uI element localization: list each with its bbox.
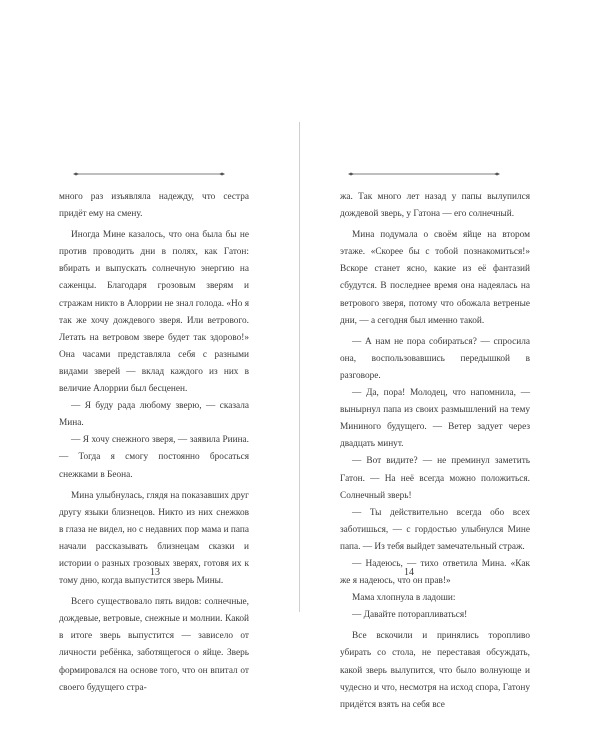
paragraph: — Да, пора! Молодец, что напомнила, — вынырнул папа из своих размышлений на тему Мининого будущего. — Ветер задует через двадцать минут.: [340, 388, 530, 450]
right-page: [302, 0, 600, 750]
page-number-left: 13: [150, 567, 160, 578]
chapter-ornament-right: [348, 170, 500, 178]
paragraph: — Я хочу снежного зверя, — заявила Риина. — Тогда я смогу постоянно бросаться снежками в Беона.: [59, 435, 249, 480]
left-page-text: [59, 189, 249, 697]
paragraph: жа. Так много лет назад у папы вылупился дождевой зверь, у Гатона — его солнечный.: [340, 192, 530, 220]
paragraph: — Ты действительно всегда обо всех заботишься, — с гордостью улыбнулся Мине папа. — Из тебя выйдет замечательный страж.: [340, 507, 530, 552]
paragraph: Мама хлопнула в ладоши:: [352, 593, 456, 604]
page-number-right: 14: [404, 567, 414, 578]
paragraph: — Вот видите? — не преминул заметить Гатон. — На неё всегда можно положиться. Солнечный зверь!: [340, 456, 530, 501]
paragraph: — Давайте поторапливаться!: [352, 610, 468, 621]
paragraph: — Надеюсь, — тихо ответила Мина. «Как же я надеюсь, что он прав!»: [340, 558, 530, 587]
paragraph: много раз изъявляла надежду, что сестра придёт ему на смену.: [59, 192, 249, 220]
paragraph: Иногда Мине казалось, что она была бы не против проводить дни в полях, как Гатон: вбирать и выпускать солнечную энергию на саженцы. Благодаря грозовым зверям и стражам никто в Алоррии не знал голода. «Но я так же хочу дождевого зверя. Или ветрового. Летать на ветровом звере будет так здорово!» Она часами представляла себя с разными видами зверей — вклад каждого из них в величие Алоррии был бесценен.: [59, 230, 249, 395]
paragraph: Всего существовало пять видов: солнечные, дождевые, ветровые, снежные и молнии. Какой в итоге зверь выпустится — зависело от личности ребёнка, заботящегося о яйце. Зверь формировался на основе того, что он впитал от своего будущего стра-: [59, 597, 249, 693]
chapter-ornament-left: [73, 170, 225, 178]
left-page: [0, 0, 298, 750]
paragraph: Мина подумала о своём яйце на втором этаже. «Скорее бы с тобой познакомиться!» Вскоре станет ясно, какие из её фантазий сбудутся. В последнее время она надеялась на ветрового зверя, потому что обожала ветреные дни, — а сегодня был именно такой.: [340, 230, 530, 326]
gutter-line: [299, 122, 300, 612]
paragraph: — А нам не пора собираться? — спросила она, воспользовавшись передышкой в разговоре.: [340, 336, 530, 381]
paragraph: Все вскочили и принялись торопливо убирать со стола, не переставая обсуждать, какой зверь вылупится, что было волнующе и чудесно и что, несмотря на исход спора, Гатону придётся взять на себя все: [340, 631, 530, 710]
paragraph: Мина улыбнулась, глядя на показавших друг другу языки близнецов. Никто из них снежков в глаза не видел, но с недавних пор мама и папа начали рассказывать близнецам сказки и истории о разных грозовых зверях, готовя их к тому дню, когда выпустится зверь Мины.: [59, 490, 249, 587]
right-page-text: [340, 189, 530, 714]
paragraph: — Я буду рада любому зверю, — сказала Мина.: [59, 401, 249, 429]
